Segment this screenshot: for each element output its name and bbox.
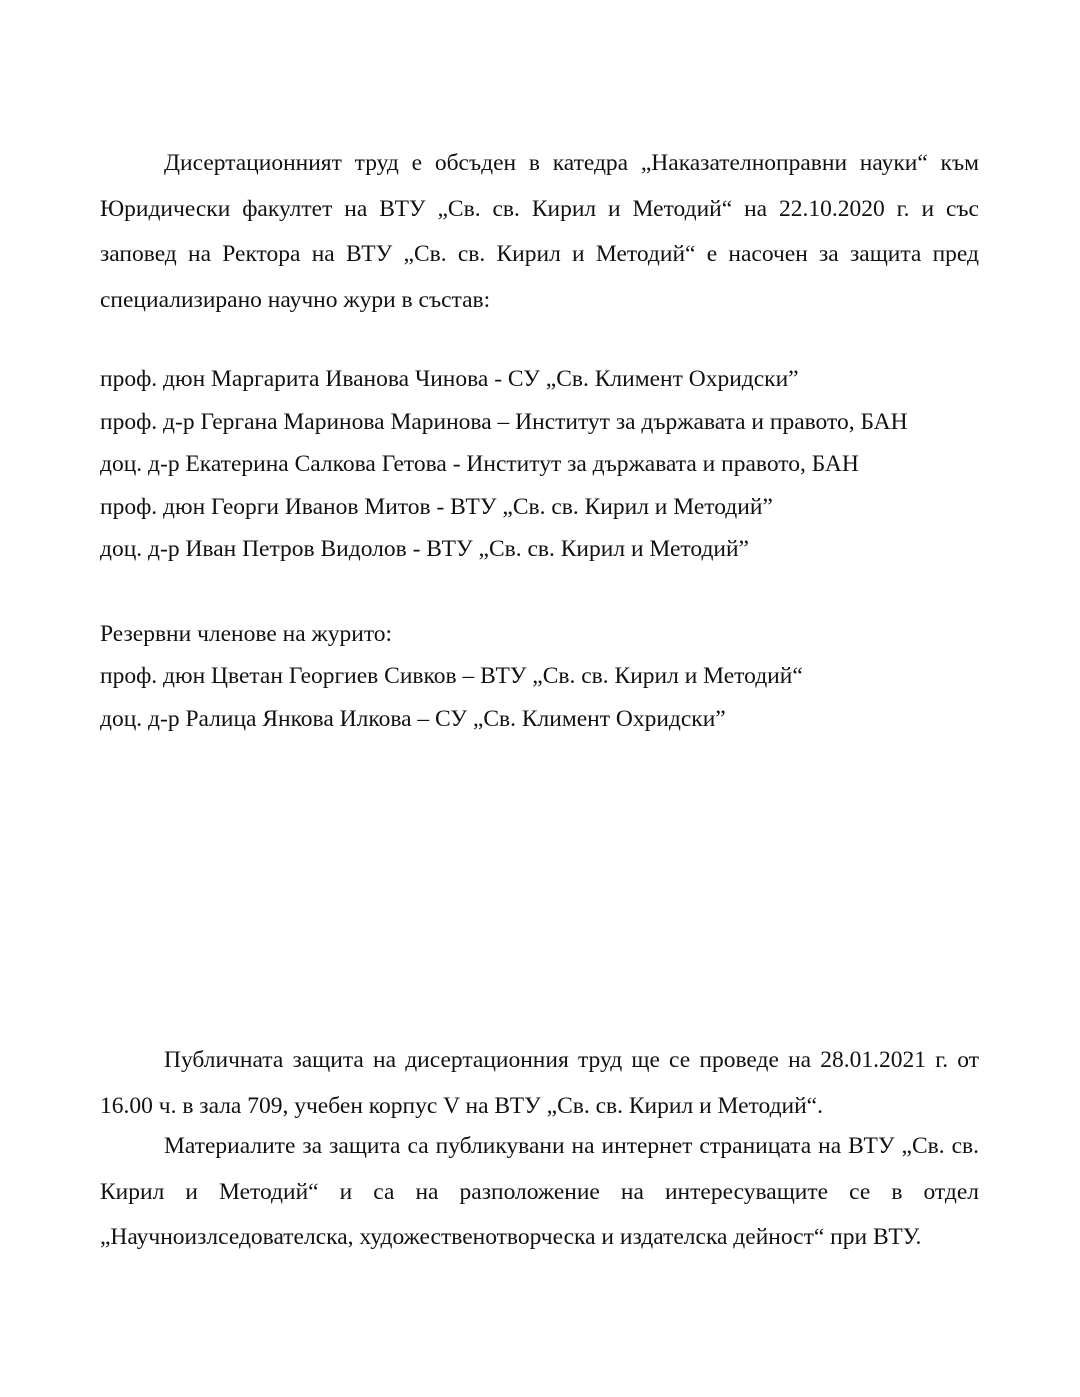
reserve-list	[100, 655, 1000, 740]
jury-list	[100, 358, 1000, 571]
reserve-heading: Резервни членове на журито:	[100, 621, 393, 647]
defense-paragraph: Публичната защита на дисертационния труд ще се проведе на 28.01.2021 г. от 16.00 ч. в зала 709, учебен корпус V на ВТУ „Св. св. Кирил и Методий“.	[100, 1047, 979, 1119]
reserve-member: доц. д-р Ралица Янкова Илкова – СУ „Св. Климент Охридски”	[100, 705, 726, 732]
jury-member: проф. д-р Гергана Маринова Маринова – Институт за държавата и правото, БАН	[100, 408, 908, 435]
reserve-member: проф. дюн Цветан Георгиев Сивков – ВТУ „Св. св. Кирил и Методий“	[100, 663, 803, 689]
jury-member: доц. д-р Екатерина Салкова Гетова - Институт за държавата и правото, БАН	[100, 451, 859, 477]
jury-member: проф. дюн Маргарита Иванова Чинова - СУ „Св. Климент Охридски”	[100, 366, 799, 392]
intro-paragraph: Дисертационният труд е обсъден в катедра „Наказателноправни науки“ към Юридически факултет на ВТУ „Св. св. Кирил и Методий“ на 22.10.2020 г. и със заповед на Ректора на ВТУ „Св. св. Кирил и Методий“ е насочен за защита пред специализирано научно жури в състав:	[100, 150, 979, 313]
materials-paragraph: Материалите за защита са публикувани на интернет страницата на ВТУ „Св. св. Кирил и Методий“ и са на разположение на интересуващите се в отдел „Научноизлседователска, художественотворческа и издателска дейност“ при ВТУ.	[100, 1133, 979, 1250]
jury-member: доц. д-р Иван Петров Видолов - ВТУ „Св. св. Кирил и Методий”	[100, 536, 749, 562]
jury-member: проф. дюн Георги Иванов Митов - ВТУ „Св. св. Кирил и Методий”	[100, 493, 773, 520]
